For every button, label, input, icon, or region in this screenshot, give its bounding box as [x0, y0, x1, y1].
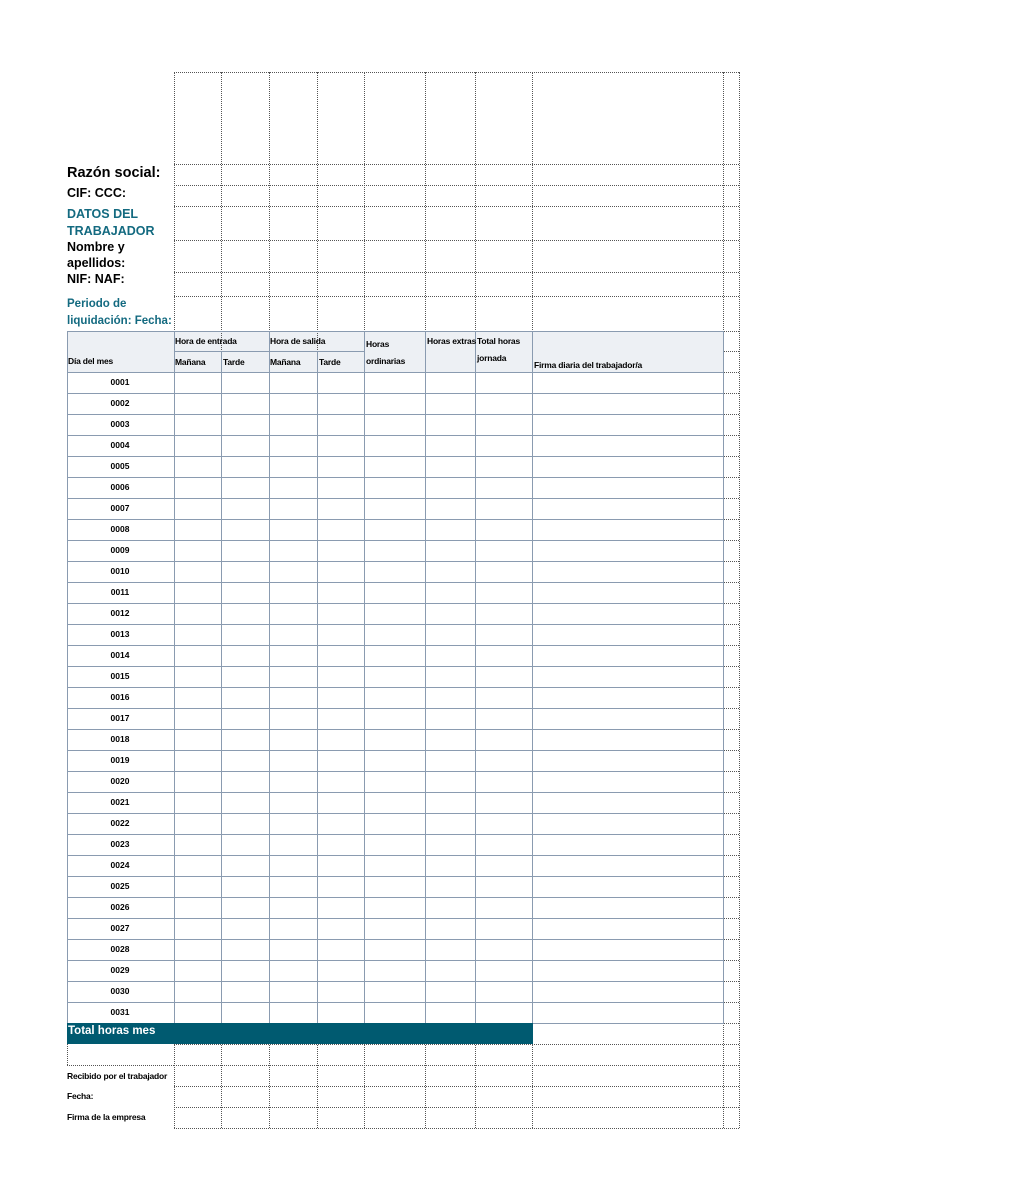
worker-name-label-line1: Nombre y [67, 240, 125, 254]
day-number: 0017 [110, 713, 130, 723]
header-entry-afternoon: Tarde [223, 357, 245, 367]
day-number: 0006 [110, 482, 130, 492]
grid-row-line [723, 750, 739, 751]
table-row-border [67, 750, 724, 751]
day-number: 0016 [110, 692, 130, 702]
day-number: 0013 [110, 629, 130, 639]
grid-row-line [723, 372, 739, 373]
grid-row-line [174, 272, 739, 273]
table-row-border [67, 897, 724, 898]
table-row-border [67, 960, 724, 961]
grid-row-line [723, 498, 739, 499]
grid-row-line [174, 1128, 739, 1129]
grid-row-line [723, 519, 739, 520]
table-row-border [67, 771, 724, 772]
day-number: 0029 [110, 965, 130, 975]
day-number: 0001 [110, 377, 130, 387]
worker-section-title-line1: DATOS DEL [67, 207, 139, 221]
day-number: 0003 [110, 419, 130, 429]
grid-row-line [174, 206, 739, 207]
day-number: 0004 [110, 440, 130, 450]
grid-row-line [174, 1044, 739, 1045]
table-row-border [67, 918, 724, 919]
table-row-border [67, 1002, 724, 1003]
grid-row-line [174, 185, 739, 186]
grid-row-line [67, 1065, 174, 1066]
grid-row-line [723, 897, 739, 898]
day-number: 0018 [110, 734, 130, 744]
header-exit-morning: Mañana [270, 357, 301, 367]
grid-row-line [174, 72, 739, 73]
day-number: 0024 [110, 860, 130, 870]
day-number: 0028 [110, 944, 130, 954]
table-row-border [67, 792, 724, 793]
grid-row-line [723, 414, 739, 415]
table-row-border [67, 624, 724, 625]
grid-col-line [739, 72, 740, 1128]
day-number: 0014 [110, 650, 130, 660]
grid-row-line [174, 1086, 739, 1087]
day-number: 0019 [110, 755, 130, 765]
table-row-border [67, 582, 724, 583]
footer-date-label: Fecha: [67, 1091, 94, 1101]
grid-row-line [723, 477, 739, 478]
period-label-line2: liquidación: Fecha: [67, 315, 172, 327]
razon-social-label: Razón social: [67, 165, 161, 181]
day-number: 0008 [110, 524, 130, 534]
grid-row-line [174, 296, 739, 297]
grid-row-line [723, 708, 739, 709]
grid-row-line [723, 603, 739, 604]
grid-col-line [67, 1044, 68, 1065]
table-row-border [67, 414, 724, 415]
table-row-border [67, 981, 724, 982]
grid-row-line [723, 771, 739, 772]
day-number: 0015 [110, 671, 130, 681]
company-signature-label: Firma de la empresa [67, 1112, 146, 1122]
table-row-border [67, 561, 724, 562]
day-number: 0025 [110, 881, 130, 891]
grid-row-line [174, 240, 739, 241]
grid-row-line [723, 855, 739, 856]
grid-row-line [174, 1107, 739, 1108]
table-row-border [67, 939, 724, 940]
table-row-border [67, 708, 724, 709]
table-row-border [67, 645, 724, 646]
grid-row-line [723, 645, 739, 646]
received-by-worker-label: Recibido por el trabajador [67, 1071, 168, 1081]
grid-row-line [723, 792, 739, 793]
table-row-border [67, 393, 724, 394]
grid-row-line [723, 582, 739, 583]
table-row-border [67, 435, 724, 436]
day-number: 0009 [110, 545, 130, 555]
header-ordinary-line2: ordinarias [366, 356, 406, 366]
day-number: 0021 [110, 797, 130, 807]
grid-row-line [723, 981, 739, 982]
total-month-label: Total horas mes [68, 1025, 156, 1037]
table-row-border [67, 519, 724, 520]
day-number: 0011 [110, 587, 130, 597]
header-signature: Firma diaria del trabajador/a [534, 360, 643, 370]
cif-ccc-label: CIF: CCC: [67, 186, 127, 200]
table-row-border [67, 331, 724, 332]
day-number: 0022 [110, 818, 130, 828]
table-row-border [67, 603, 724, 604]
grid-row-line [723, 393, 739, 394]
table-row-border [67, 729, 724, 730]
table-row-border [67, 687, 724, 688]
day-number: 0005 [110, 461, 130, 471]
grid-row-line [723, 687, 739, 688]
header-exit-time: Hora de salida [270, 336, 326, 346]
day-number: 0027 [110, 923, 130, 933]
grid-row-line [723, 456, 739, 457]
day-number: 0030 [110, 986, 130, 996]
grid-row-line [723, 918, 739, 919]
table-row-border [174, 351, 364, 352]
nif-naf-label: NIF: NAF: [67, 272, 125, 286]
worker-name-label-line2: apellidos: [67, 256, 126, 270]
grid-row-line [723, 540, 739, 541]
grid-row-line [723, 813, 739, 814]
header-extra-hours: Horas extras [427, 336, 477, 346]
day-number: 0026 [110, 902, 130, 912]
worker-section-title-line2: TRABAJADOR [67, 224, 155, 238]
grid-row-line [723, 624, 739, 625]
grid-row-line [723, 435, 739, 436]
day-number: 0031 [110, 1007, 130, 1017]
table-row-border [67, 813, 724, 814]
header-ordinary-line1: Horas [366, 339, 390, 349]
grid-row-line [723, 960, 739, 961]
header-total-line1: Total horas [477, 336, 520, 346]
day-number: 0002 [110, 398, 130, 408]
table-row-border [67, 876, 724, 877]
day-number: 0020 [110, 776, 130, 786]
grid-row-line [723, 351, 739, 352]
header-entry-time: Hora de entrada [175, 336, 237, 346]
grid-row-line [723, 561, 739, 562]
day-number: 0007 [110, 503, 130, 513]
grid-row-line [723, 1002, 739, 1003]
day-number: 0023 [110, 839, 130, 849]
table-row-border [67, 372, 724, 373]
table-row-border [67, 456, 724, 457]
header-entry-morning: Mañana [175, 357, 206, 367]
table-row-border [67, 540, 724, 541]
table-row-border [67, 477, 724, 478]
grid-row-line [174, 1065, 739, 1066]
table-row-border [67, 834, 724, 835]
period-label-line1: Periodo de [67, 298, 127, 310]
header-day-of-month: Día del mes [68, 356, 114, 366]
grid-row-line [723, 729, 739, 730]
table-row-border [67, 666, 724, 667]
grid-row-line [723, 939, 739, 940]
grid-row-line [723, 666, 739, 667]
table-row-border [67, 498, 724, 499]
header-total-line2: jornada [477, 353, 507, 363]
day-number: 0012 [110, 608, 130, 618]
grid-row-line [723, 834, 739, 835]
table-row-border [67, 855, 724, 856]
header-exit-afternoon: Tarde [319, 357, 341, 367]
grid-row-line [174, 164, 739, 165]
day-number: 0010 [110, 566, 130, 576]
grid-row-line [723, 876, 739, 877]
